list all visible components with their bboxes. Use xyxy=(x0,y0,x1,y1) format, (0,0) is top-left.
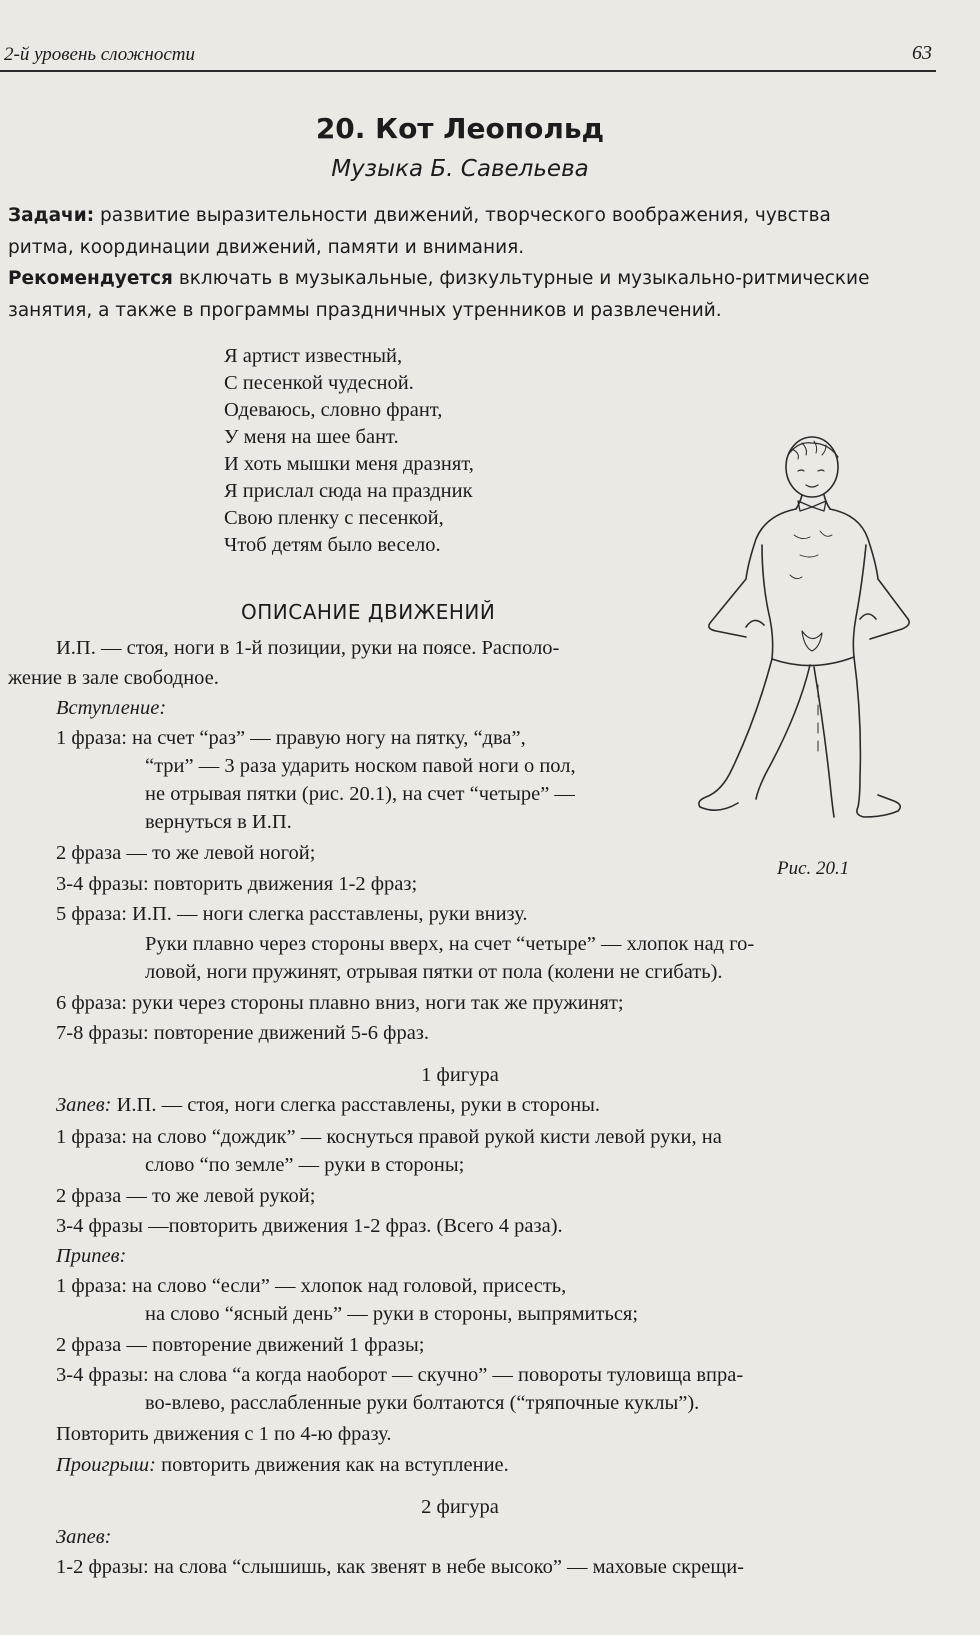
poem-line: С песенкой чудесной. xyxy=(224,372,414,394)
poem-line: Я прислал сюда на праздник xyxy=(224,480,473,502)
figure1-chorus34-line1: 3-4 фразы: на слова “а когда наоборот — скучно” — повороты туловища впра- xyxy=(56,1364,744,1386)
figure1-heading: 1 фигура xyxy=(421,1064,499,1086)
intro-phrase34: 3-4 фразы: повторить движения 1-2 фраз; xyxy=(56,873,418,895)
figure1-phrase1-line1: 1 фраза: на слово “дождик” — коснуться правой рукой кисти левой руки, на xyxy=(56,1126,722,1148)
poem-line: У меня на шее бант. xyxy=(224,426,399,448)
recommend-text-line2: занятия, а также в программы праздничных утренников и развлечений. xyxy=(8,300,722,321)
intro-phrase5-line1: 5 фраза: И.П. — ноги слегка расставлены, руки внизу. xyxy=(56,903,528,925)
tasks-paragraph xyxy=(8,200,930,264)
figure1-phrase1-line2: слово “по земле” — руки в стороны; xyxy=(145,1154,465,1176)
intro-phrase1-line4: вернуться в И.П. xyxy=(145,811,292,833)
recommend-text-line1: включать в музыкальные, физкультурные и музыкально-ритмические xyxy=(172,268,870,289)
recommend-paragraph xyxy=(8,263,930,327)
intro-phrase78: 7-8 фразы: повторение движений 5-6 фраз. xyxy=(56,1022,430,1044)
intro-phrase6: 6 фраза: руки через стороны плавно вниз, ноги так же пружинят; xyxy=(56,992,624,1014)
poem-line: Я артист известный, xyxy=(224,345,403,367)
ip-line2: жение в зале свободное. xyxy=(8,667,219,689)
figure1-phrase2: 2 фраза — то же левой рукой; xyxy=(56,1185,316,1207)
figure1-repeat: Повторить движения с 1 по 4-ю фразу. xyxy=(56,1423,392,1445)
recommend-label: Рекомендуется xyxy=(8,268,173,289)
figure1-chorus-label: Припев: xyxy=(56,1245,127,1267)
intro-phrase2: 2 фраза — то же левой ногой; xyxy=(56,842,316,864)
page-number: 63 xyxy=(912,42,932,64)
poem-line: Свою пленку с песенкой, xyxy=(224,507,444,529)
poem-line: Одеваюсь, словно франт, xyxy=(224,399,443,421)
figure2-heading: 2 фигура xyxy=(421,1496,499,1518)
page-subtitle: Музыка Б. Савельева xyxy=(331,156,589,182)
intro-label: Вступление: xyxy=(56,697,167,719)
ip-line1: И.П. — стоя, ноги в 1-й позиции, руки на поясе. Располо- xyxy=(56,637,560,659)
page-title: 20. Кот Леопольд xyxy=(315,112,605,145)
intro-phrase1-line1: 1 фраза: на счет “раз” — правую ногу на пятку, “два”, xyxy=(56,727,526,749)
figure1-chorus2: 2 фраза — повторение движений 1 фразы; xyxy=(56,1334,425,1356)
poem-line: И хоть мышки меня дразнят, xyxy=(224,453,474,475)
figure2-phrase12: 1-2 фразы: на слова “слышишь, как звенят в небе высоко” — маховые скрещи- xyxy=(56,1556,744,1578)
figure1-verse-ip: И.П. — стоя, ноги слегка расставлены, руки в стороны. xyxy=(111,1094,601,1116)
intro-phrase1-line3: не отрывая пятки (рис. 20.1), на счет “четыре” — xyxy=(145,783,575,805)
poem xyxy=(224,343,474,559)
figure-caption: Рис. 20.1 xyxy=(777,858,850,879)
tasks-text-line2: ритма, координации движений, памяти и внимания. xyxy=(8,237,525,258)
tasks-text-line1: развитие выразительности движений, творческого воображения, чувства xyxy=(94,205,831,226)
header-rule xyxy=(0,70,936,72)
tasks-label: Задачи: xyxy=(8,205,95,226)
figure1-chorus34-line2: во-влево, расслабленные руки болтаются (“тряпочные куклы”). xyxy=(145,1392,700,1414)
section-heading: ОПИСАНИЕ ДВИЖЕНИЙ xyxy=(241,600,496,624)
figure1-interlude-label: Проигрыш: xyxy=(56,1454,156,1476)
figure1-verse-label: Запев: xyxy=(56,1094,112,1116)
figure2-verse-label: Запев: xyxy=(56,1526,112,1548)
figure1-phrase34: 3-4 фразы —повторить движения 1-2 фраз. (Всего 4 раза). xyxy=(56,1215,563,1237)
standing-child-figure-icon xyxy=(690,435,930,855)
running-header-section: 2-й уровень сложности xyxy=(4,44,195,65)
figure1-chorus1-line1: 1 фраза: на слово “если” — хлопок над головой, присесть, xyxy=(56,1275,567,1297)
poem-line: Чтоб детям было весело. xyxy=(224,534,441,556)
figure1-interlude-text: повторить движения как на вступление. xyxy=(156,1454,509,1476)
intro-phrase5-line2: Руки плавно через стороны вверх, на счет “четыре” — хлопок над го- xyxy=(145,933,755,955)
figure1-chorus1-line2: на слово “ясный день” — руки в стороны, выпрямиться; xyxy=(145,1303,639,1325)
intro-phrase1-line2: “три” — 3 раза ударить носком павой ноги о пол, xyxy=(145,755,576,777)
intro-phrase5-line3: ловой, ноги пружинят, отрывая пятки от пола (колени не сгибать). xyxy=(145,961,723,983)
